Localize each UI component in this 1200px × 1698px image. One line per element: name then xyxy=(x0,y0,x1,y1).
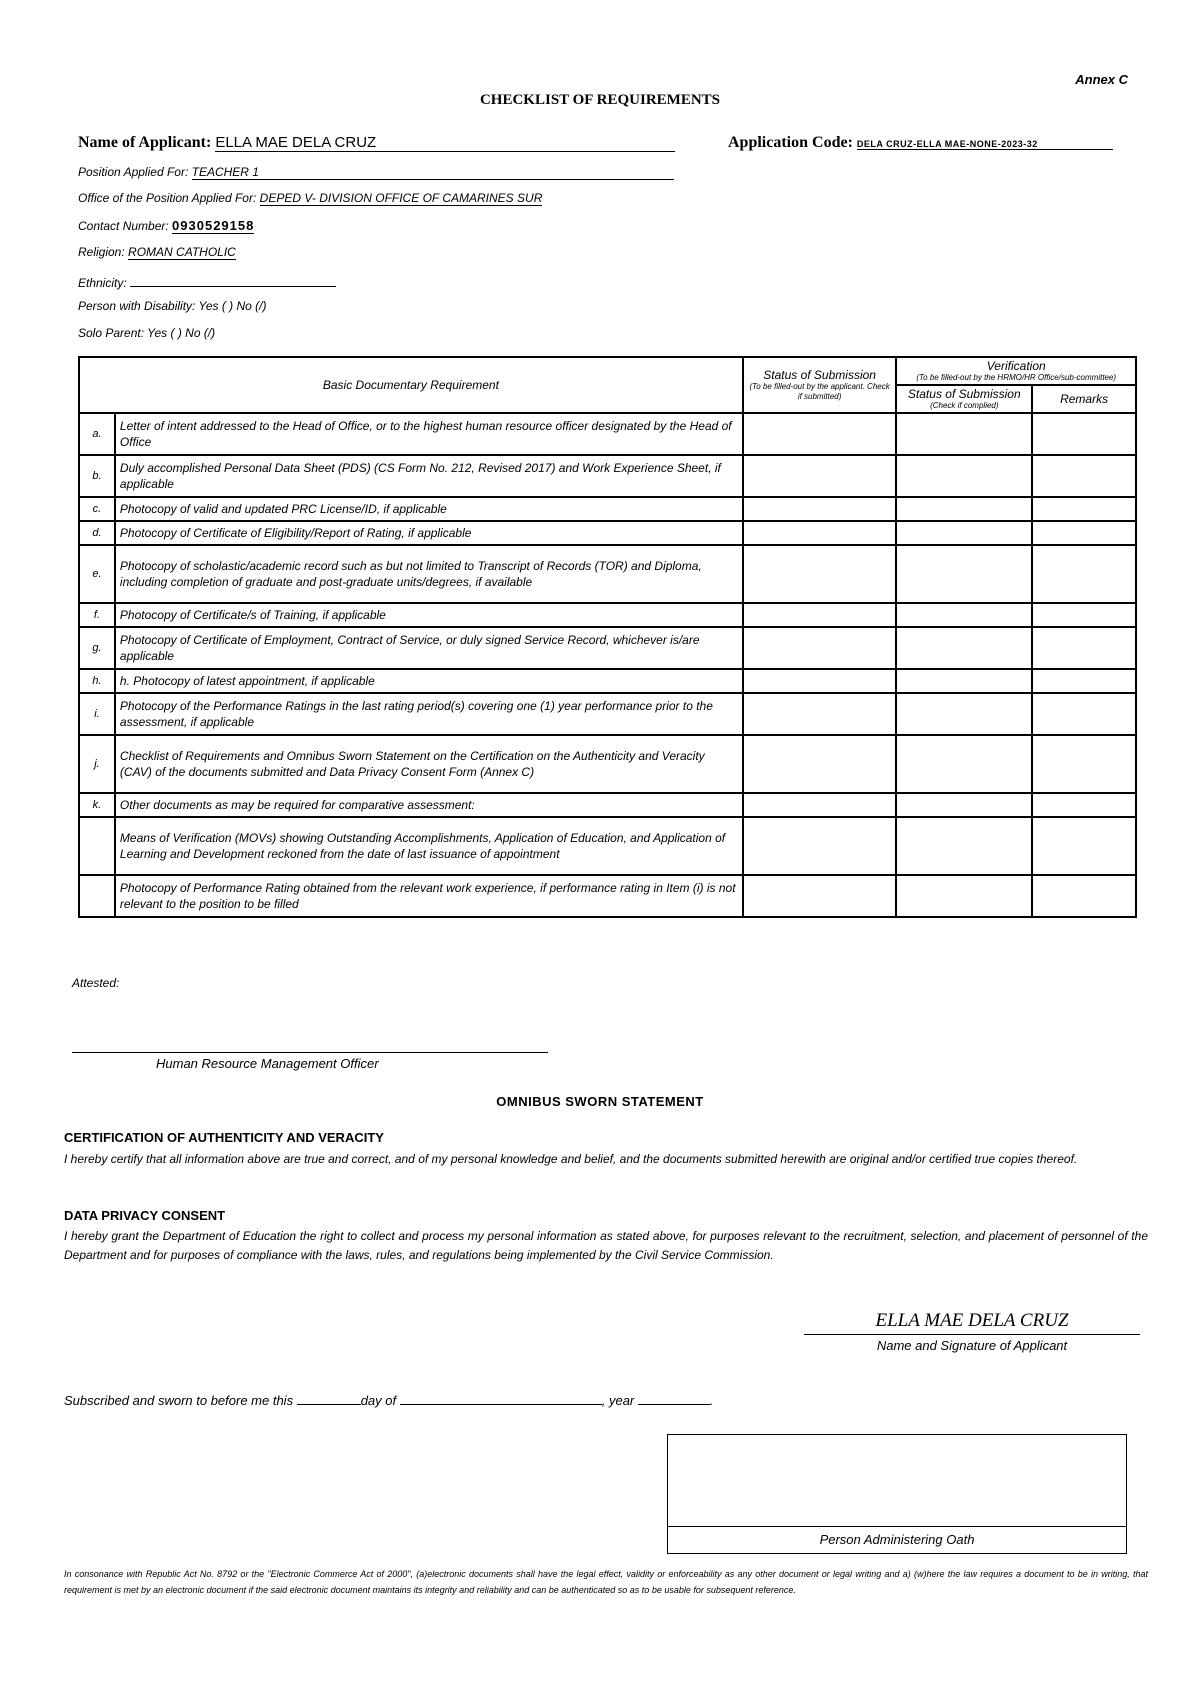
remarks-cell[interactable] xyxy=(1032,735,1136,793)
status-cell[interactable] xyxy=(743,603,897,627)
header-verification-label: Verification xyxy=(986,359,1046,373)
ethnicity-label: Ethnicity: xyxy=(78,276,127,290)
row-letter xyxy=(79,817,115,875)
applicant-signature-line xyxy=(804,1334,1140,1335)
header-requirement: Basic Documentary Requirement xyxy=(79,357,743,413)
header-verification xyxy=(896,357,1136,385)
position-row xyxy=(78,165,674,180)
remarks-cell[interactable] xyxy=(1032,521,1136,545)
row-letter: c. xyxy=(79,497,115,521)
ver-status-cell[interactable] xyxy=(896,627,1032,669)
solo-parent-row: Solo Parent: Yes ( ) No (/) xyxy=(78,326,216,340)
dpc-text: I hereby grant the Department of Education the right to collect and process my personal information as stated above, for purposes relevant to the recruitment, selection, and placement of personnel of the Department and for purposes of compliance with the laws, rules, and regulations being implemented by the Civil Service Commission. xyxy=(64,1229,1148,1262)
footer-note: In consonance with Republic Act No. 8792 or the "Electronic Commerce Act of 2000", (a)electronic documents shall have the legal effect, validity or enforceability as any other document or legal writing and a) (w)here the law requires a document to be in writing, that requirement is met by an electronic document if the said electronic document maintains its integrity and reliability and can be authenticated so as to be usable for subsequent reference. xyxy=(64,1569,1148,1595)
table-row xyxy=(79,669,1136,693)
requirements-table xyxy=(78,356,1137,918)
row-requirement: Photocopy of the Performance Ratings in the last rating period(s) covering one (1) year performance prior to the assessment, if applicable xyxy=(115,693,743,735)
row-requirement: Photocopy of Certificate/s of Training, if applicable xyxy=(115,603,743,627)
applicant-name-value: ELLA MAE DELA CRUZ xyxy=(215,134,675,152)
remarks-cell[interactable] xyxy=(1032,793,1136,817)
row-requirement: h. Photocopy of latest appointment, if applicable xyxy=(115,669,743,693)
remarks-cell[interactable] xyxy=(1032,875,1136,917)
contact-row xyxy=(78,218,254,234)
row-letter: i. xyxy=(79,693,115,735)
status-cell[interactable] xyxy=(743,545,897,603)
header-verification-note: (To be filled-out by the HRMO/HR Office/sub-committee) xyxy=(916,373,1117,382)
sworn-text-4: . xyxy=(709,1393,714,1408)
oath-label: Person Administering Oath xyxy=(668,1526,1126,1553)
table-row xyxy=(79,627,1136,669)
status-cell[interactable] xyxy=(743,693,897,735)
hrmo-signature-line xyxy=(72,1052,548,1053)
row-letter xyxy=(79,875,115,917)
office-value: DEPED V- DIVISION OFFICE OF CAMARINES SUR xyxy=(259,191,543,205)
table-row xyxy=(79,693,1136,735)
application-code-label: Application Code: xyxy=(728,134,853,151)
row-requirement: Photocopy of scholastic/academic record such as but not limited to Transcript of Records (TOR) and Diploma, including completion of graduate and post-graduate units/degrees, if available xyxy=(115,545,743,603)
table-row xyxy=(79,603,1136,627)
row-letter: h. xyxy=(79,669,115,693)
status-cell[interactable] xyxy=(743,521,897,545)
ver-status-cell[interactable] xyxy=(896,793,1032,817)
remarks-cell[interactable] xyxy=(1032,497,1136,521)
page-title: CHECKLIST OF REQUIREMENTS xyxy=(479,92,721,108)
ver-status-cell[interactable] xyxy=(896,413,1032,455)
row-requirement: Photocopy of valid and updated PRC License/ID, if applicable xyxy=(115,497,743,521)
status-cell[interactable] xyxy=(743,669,897,693)
row-letter: j. xyxy=(79,735,115,793)
attested-label: Attested: xyxy=(72,976,120,990)
ver-status-cell[interactable] xyxy=(896,817,1032,875)
row-letter: d. xyxy=(79,521,115,545)
ver-status-cell[interactable] xyxy=(896,455,1032,497)
status-cell[interactable] xyxy=(743,627,897,669)
row-requirement: Other documents as may be required for comparative assessment: xyxy=(115,793,743,817)
ver-status-cell[interactable] xyxy=(896,545,1032,603)
table-row xyxy=(79,793,1136,817)
remarks-cell[interactable] xyxy=(1032,817,1136,875)
remarks-cell[interactable] xyxy=(1032,669,1136,693)
contact-value: 0930529158 xyxy=(172,218,255,233)
table-row xyxy=(79,521,1136,545)
row-requirement: Checklist of Requirements and Omnibus Sworn Statement on the Certification on the Authenticity and Veracity (CAV) of the documents submitted and Data Privacy Consent Form (Annex C) xyxy=(115,735,743,793)
header-remarks: Remarks xyxy=(1032,385,1136,413)
omnibus-title: OMNIBUS SWORN STATEMENT xyxy=(496,1094,704,1109)
sworn-month-blank xyxy=(400,1392,602,1405)
application-code-row xyxy=(728,134,1113,152)
table-row xyxy=(79,455,1136,497)
row-letter: a. xyxy=(79,413,115,455)
hrmo-label: Human Resource Management Officer xyxy=(156,1056,379,1071)
row-letter: e. xyxy=(79,545,115,603)
remarks-cell[interactable] xyxy=(1032,455,1136,497)
applicant-signature-label: Name and Signature of Applicant xyxy=(876,1338,1068,1353)
oath-box xyxy=(667,1434,1127,1554)
header-ver-status xyxy=(896,385,1032,413)
table-row xyxy=(79,545,1136,603)
office-row xyxy=(78,191,542,206)
cav-text: I hereby certify that all information above are true and correct, and of my personal knowledge and belief, and the documents submitted herewith are original and/or certified true copies thereof. xyxy=(64,1152,1078,1166)
row-requirement: Photocopy of Certificate of Eligibility/Report of Rating, if applicable xyxy=(115,521,743,545)
header-status-label: Status of Submission xyxy=(763,368,876,382)
header-ver-status-note: (Check if complied) xyxy=(930,401,999,410)
contact-label: Contact Number: xyxy=(78,219,169,233)
table-row xyxy=(79,497,1136,521)
application-code-value: DELA CRUZ-ELLA MAE-NONE-2023-32 xyxy=(857,139,1113,150)
status-cell[interactable] xyxy=(743,817,897,875)
religion-value: ROMAN CATHOLIC xyxy=(128,245,236,259)
remarks-cell[interactable] xyxy=(1032,603,1136,627)
row-letter: f. xyxy=(79,603,115,627)
religion-row xyxy=(78,245,236,260)
table-row xyxy=(79,413,1136,455)
table-row xyxy=(79,735,1136,793)
row-requirement: Letter of intent addressed to the Head of Office, or to the highest human resource officer designated by the Head of Office xyxy=(115,413,743,455)
remarks-cell[interactable] xyxy=(1032,627,1136,669)
row-letter: g. xyxy=(79,627,115,669)
status-cell[interactable] xyxy=(743,413,897,455)
applicant-name-row xyxy=(78,134,675,152)
header-status-note: (To be filled-out by the applicant. Check if submitted) xyxy=(749,382,890,401)
row-letter: k. xyxy=(79,793,115,817)
ethnicity-value-line xyxy=(130,272,336,287)
applicant-name-label: Name of Applicant: xyxy=(78,134,212,151)
header-status xyxy=(743,357,897,413)
row-requirement: Photocopy of Performance Rating obtained from the relevant work experience, if performance rating in Item (i) is not relevant to the position to be filled xyxy=(115,875,743,917)
status-cell[interactable] xyxy=(743,735,897,793)
ver-status-cell[interactable] xyxy=(896,693,1032,735)
ver-status-cell[interactable] xyxy=(896,735,1032,793)
remarks-cell[interactable] xyxy=(1032,693,1136,735)
sworn-text-2: day of xyxy=(360,1393,397,1408)
ver-status-cell[interactable] xyxy=(896,497,1032,521)
applicant-signature-name: ELLA MAE DELA CRUZ xyxy=(875,1310,1069,1331)
position-value: TEACHER 1 xyxy=(192,165,674,180)
ethnicity-row xyxy=(78,272,336,290)
row-letter: b. xyxy=(79,455,115,497)
table-row xyxy=(79,817,1136,875)
table-row xyxy=(79,875,1136,917)
row-requirement: Duly accomplished Personal Data Sheet (PDS) (CS Form No. 212, Revised 2017) and Work Experience Sheet, if applicable xyxy=(115,455,743,497)
ver-status-cell[interactable] xyxy=(896,875,1032,917)
sworn-year-blank xyxy=(638,1392,710,1405)
remarks-cell[interactable] xyxy=(1032,545,1136,603)
status-cell[interactable] xyxy=(743,455,897,497)
header-ver-status-label: Status of Submission xyxy=(907,387,1021,401)
annex-label: Annex C xyxy=(1075,72,1128,87)
sworn-statement-line xyxy=(64,1392,714,1408)
sworn-date-blank xyxy=(297,1392,361,1405)
cav-title: CERTIFICATION OF AUTHENTICITY AND VERACITY xyxy=(64,1130,384,1145)
status-cell[interactable] xyxy=(743,793,897,817)
status-cell[interactable] xyxy=(743,497,897,521)
status-cell[interactable] xyxy=(743,875,897,917)
remarks-cell[interactable] xyxy=(1032,413,1136,455)
sworn-text-3: , year xyxy=(601,1393,635,1408)
dpc-title: DATA PRIVACY CONSENT xyxy=(64,1208,226,1223)
religion-label: Religion: xyxy=(78,245,125,259)
office-label: Office of the Position Applied For: xyxy=(78,191,257,205)
ver-status-cell[interactable] xyxy=(896,669,1032,693)
pwd-row: Person with Disability: Yes ( ) No (/) xyxy=(78,299,267,313)
position-label: Position Applied For: xyxy=(78,165,189,179)
ver-status-cell[interactable] xyxy=(896,521,1032,545)
row-requirement: Photocopy of Certificate of Employment, Contract of Service, or duly signed Service Record, whichever is/are applicable xyxy=(115,627,743,669)
sworn-text-1: Subscribed and sworn to before me this xyxy=(64,1393,294,1408)
ver-status-cell[interactable] xyxy=(896,603,1032,627)
row-requirement: Means of Verification (MOVs) showing Outstanding Accomplishments, Application of Education, and Application of Learning and Development reckoned from the date of last issuance of appointment xyxy=(115,817,743,875)
